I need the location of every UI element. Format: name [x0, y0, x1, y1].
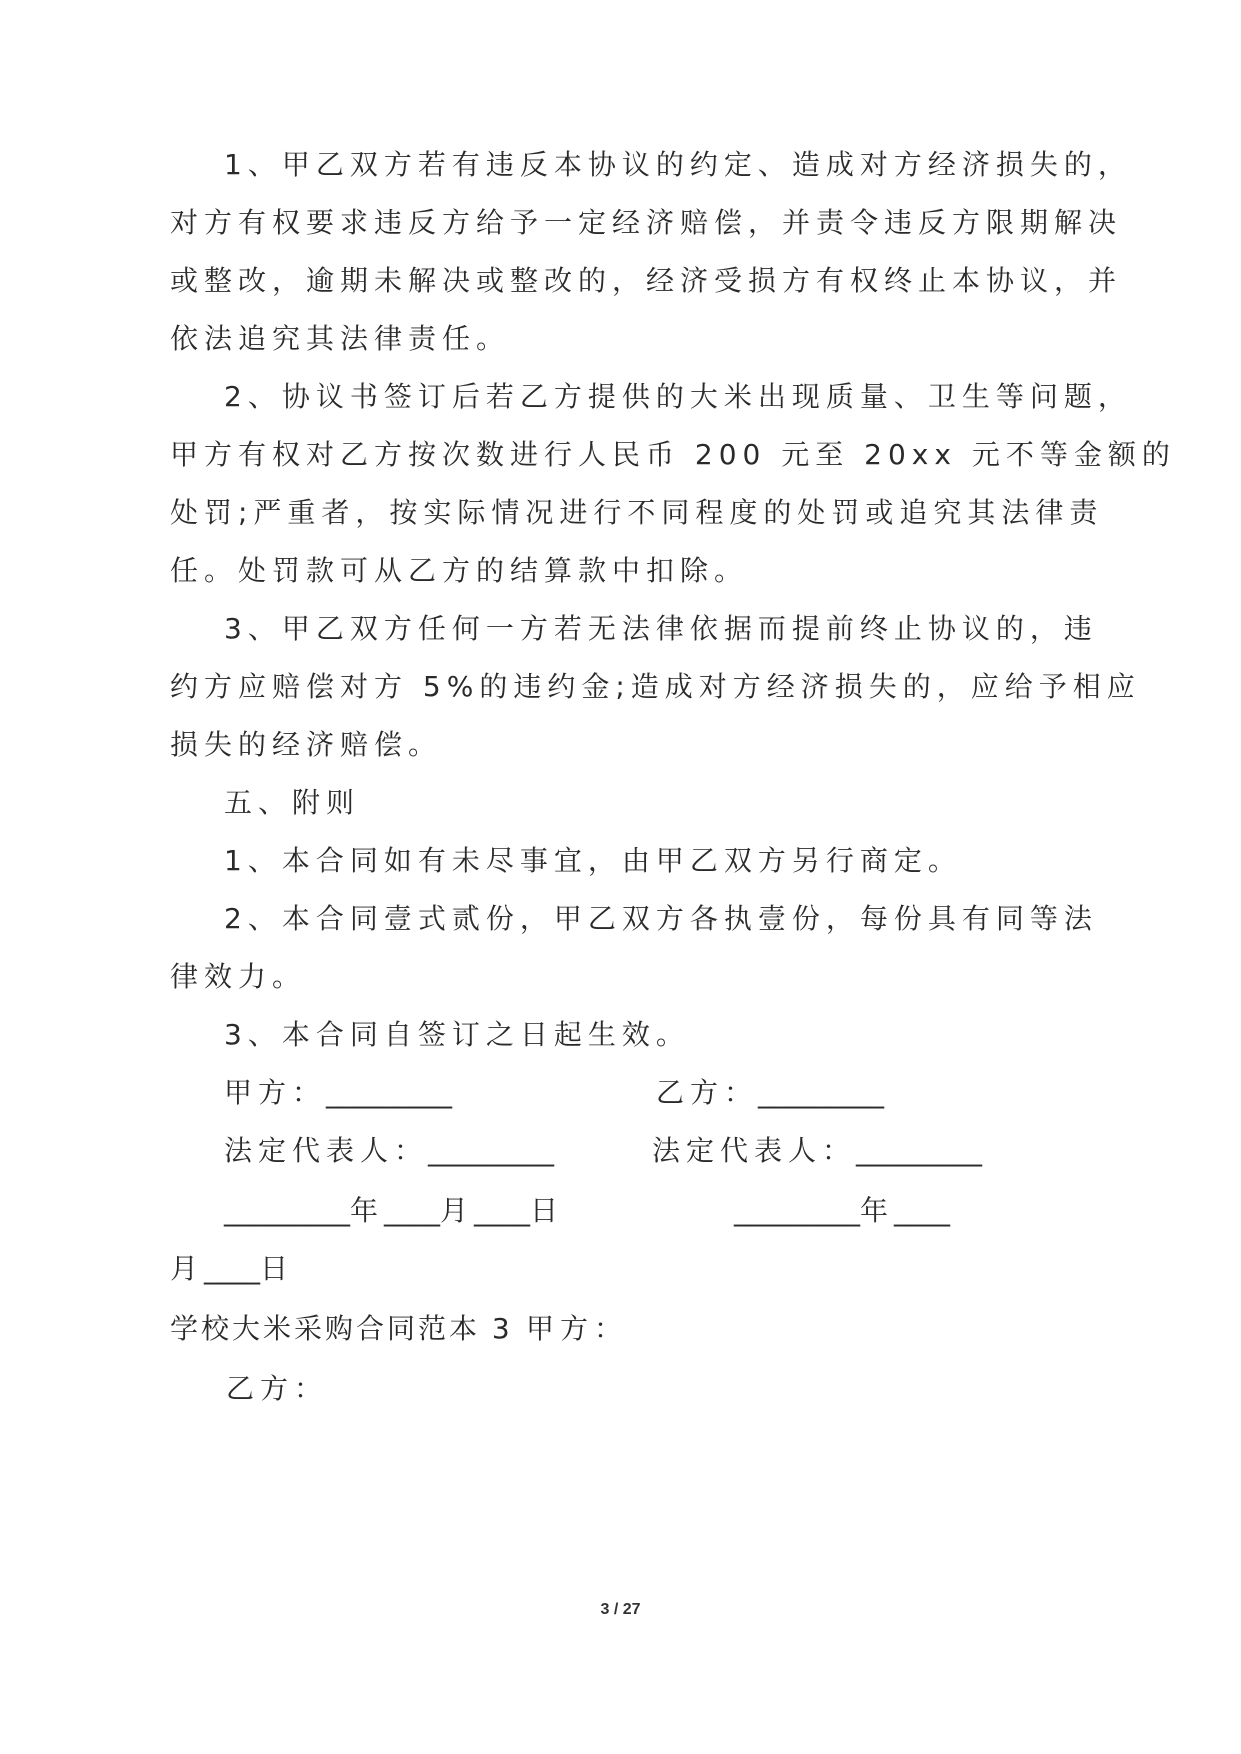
para3-line3: 损失的经济赔偿。: [170, 728, 443, 761]
section-heading: 五、附则: [224, 786, 361, 819]
date-a-month-blank: ____: [384, 1194, 441, 1227]
date-b-year-label: 年: [860, 1194, 895, 1227]
rule2-line1: 2、本合同壹式贰份，甲乙双方各执壹份，每份具有同等法: [224, 902, 1098, 935]
para3-line2: 约方应赔偿对方 5%的违约金;造成对方经济损失的，应给予相应: [170, 670, 1141, 703]
rep-a-label: 法定代表人：: [224, 1134, 429, 1167]
para1-line4: 依法追究其法律责任。: [170, 322, 511, 355]
rep-b-label: 法定代表人：: [652, 1134, 857, 1167]
party-b-representative: [652, 1133, 982, 1169]
para1-line3: 或整改，逾期未解决或整改的，经济受损方有权终止本协议，并: [170, 264, 1123, 297]
date-b-day-blank: ____: [204, 1252, 261, 1285]
date-a-day-blank: ____: [474, 1194, 531, 1227]
party-b-date: [734, 1193, 950, 1229]
date-a-year-label: 年: [350, 1194, 385, 1227]
date-b-day-label: 日: [260, 1252, 295, 1285]
party-b-signature: [656, 1075, 884, 1111]
date-b-month-label: 月: [170, 1252, 205, 1285]
party-a-representative: [224, 1133, 554, 1169]
party-b-blank: _________: [758, 1076, 885, 1109]
rep-a-blank: _________: [428, 1134, 555, 1167]
date-a-day-label: 日: [530, 1194, 565, 1227]
party-b-label: 乙方：: [656, 1076, 759, 1109]
next-party-b-label: 乙方：: [226, 1372, 329, 1405]
para2-line3: 处罚;严重者，按实际情况进行不同程度的处罚或追究其法律责: [170, 496, 1104, 529]
next-party-a-label: 甲方：: [526, 1312, 629, 1345]
page-number: 3 / 27: [600, 1601, 641, 1618]
party-a-label: 甲方：: [224, 1076, 327, 1109]
next-contract-title: 学校大米采购合同范本 3: [170, 1312, 513, 1345]
rule1: 1、本合同如有未尽事宜，由甲乙双方另行商定。: [224, 844, 962, 877]
party-a-blank: _________: [326, 1076, 453, 1109]
rep-b-blank: _________: [856, 1134, 983, 1167]
party-a-date: [224, 1193, 564, 1229]
para2-line4: 任。处罚款可从乙方的结算款中扣除。: [170, 554, 749, 587]
para2-line2: 甲方有权对乙方按次数进行人民币 200 元至 20xx 元不等金额的: [170, 438, 1176, 471]
date-a-month-label: 月: [440, 1194, 475, 1227]
para2-line1: 2、协议书签订后若乙方提供的大米出现质量、卫生等问题，: [224, 380, 1132, 413]
party-b-date-cont: [170, 1251, 294, 1287]
rule2-line2: 律效力。: [170, 960, 307, 993]
date-b-year-blank: _________: [734, 1194, 860, 1227]
para3-line1: 3、甲乙双方任何一方若无法律依据而提前终止协议的，违: [224, 612, 1098, 645]
rule3: 3、本合同自签订之日起生效。: [224, 1018, 690, 1051]
date-b-month-blank: ____: [894, 1194, 951, 1227]
para1-line2: 对方有权要求违反方给予一定经济赔偿，并责令违反方限期解决: [170, 206, 1123, 239]
date-a-year-blank: _________: [224, 1194, 350, 1227]
para1-line1: 1、甲乙双方若有违反本协议的约定、造成对方经济损失的，: [224, 148, 1132, 181]
party-a-signature: [224, 1075, 452, 1111]
